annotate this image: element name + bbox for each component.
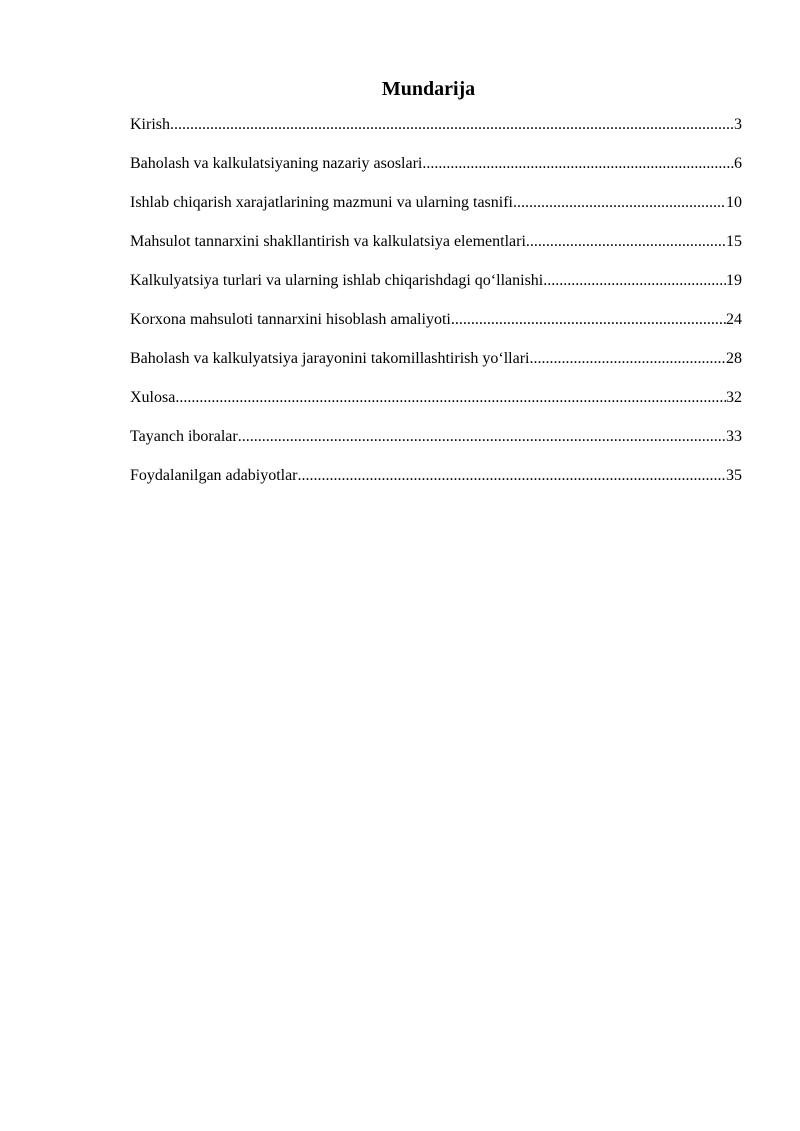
toc-entry-title: Baholash va kalkulyatsiya jarayonini takomillashtirish yo‘llari (130, 350, 530, 367)
dot-leader (451, 309, 726, 331)
toc-entry (130, 465, 742, 504)
page-title: Mundarija (381, 78, 476, 100)
toc-entry-page: 28 (726, 350, 742, 367)
dot-leader (513, 192, 726, 214)
toc-entry (130, 309, 742, 348)
toc-entry-page: 10 (726, 194, 742, 211)
toc-entry-page: 15 (726, 233, 742, 250)
dot-leader (526, 231, 726, 253)
toc-entry-title: Mahsulot tannarxini shakllantirish va kalkulatsiya elementlari (130, 233, 526, 250)
dot-leader (175, 387, 726, 409)
toc-entry-page: 19 (726, 272, 742, 289)
dot-leader (298, 465, 726, 487)
toc-entry (130, 153, 742, 192)
toc-entry (130, 387, 742, 426)
toc-entry-page: 32 (726, 389, 742, 406)
toc-entry-title: Korxona mahsuloti tannarxini hisoblash amaliyoti (130, 311, 451, 328)
toc-entry-page: 6 (734, 155, 742, 172)
dot-leader (238, 426, 726, 448)
toc-entry-title: Ishlab chiqarish xarajatlarining mazmuni va ularning tasnifi (130, 194, 513, 211)
dot-leader (529, 348, 726, 370)
dot-leader (170, 114, 734, 136)
toc-entry-page: 24 (726, 311, 742, 328)
toc-entry-title: Xulosa (130, 389, 176, 406)
toc-entry-page: 33 (726, 428, 742, 445)
toc-entry (130, 270, 742, 309)
toc-entry-title: Foydalanilgan adabiyotlar (130, 467, 298, 484)
toc-entry (130, 348, 742, 387)
toc-entry-page: 35 (726, 467, 742, 484)
toc-entry-title: Kalkulyatsiya turlari va ularning ishlab chiqarishdagi qo‘llanishi (130, 272, 544, 289)
toc-entry (130, 426, 742, 465)
table-of-contents (130, 114, 742, 504)
dot-leader (543, 270, 726, 292)
toc-entry-title: Baholash va kalkulatsiyaning nazariy asoslari (130, 155, 423, 172)
toc-entry (130, 231, 742, 270)
toc-entry-page: 3 (734, 116, 742, 133)
toc-entry-title: Kirish (130, 116, 170, 133)
dot-leader (422, 153, 734, 175)
toc-entry (130, 114, 742, 153)
toc-entry (130, 192, 742, 231)
toc-entry-title: Tayanch iboralar (130, 428, 238, 445)
